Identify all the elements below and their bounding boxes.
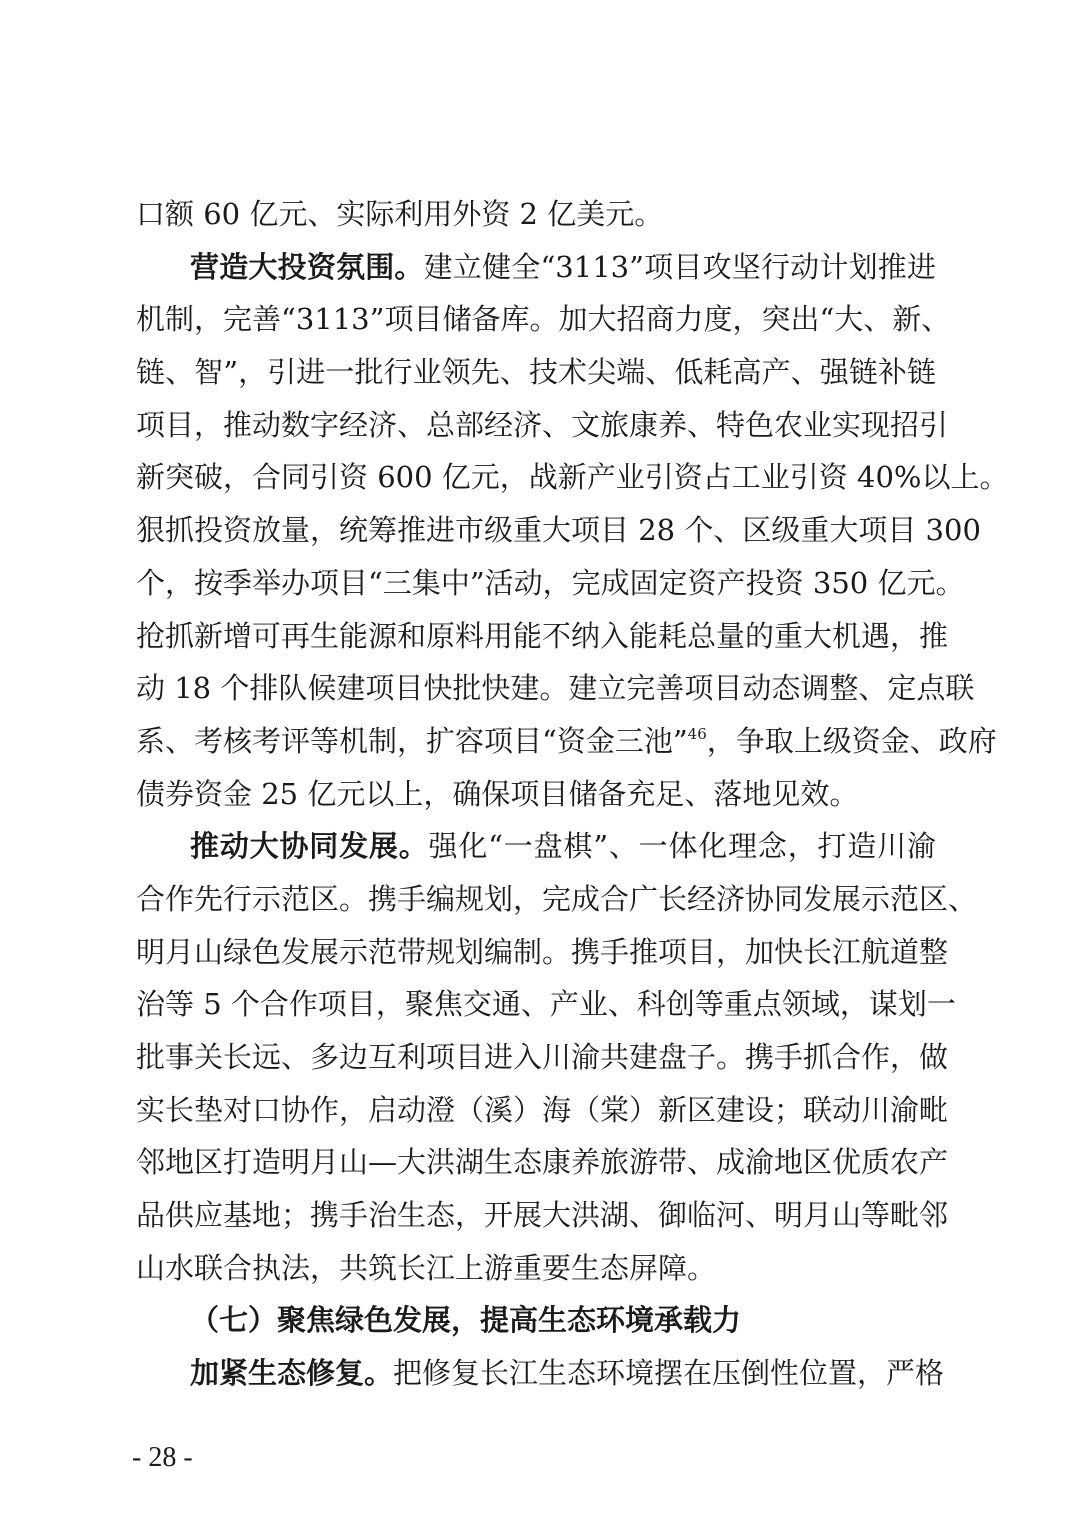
paragraph-line: 实长垫对口协作，启动澄（溪）海（棠）新区建设；联动川渝毗 xyxy=(136,1092,949,1127)
page-number: - 28 - xyxy=(132,1442,193,1473)
paragraph-line: 新突破，合同引资 600 亿元，战新产业引资占工业引资 40%以上。 xyxy=(136,460,1009,495)
paragraph-line: 口额 60 亿元、实际利用外资 2 亿美元。 xyxy=(136,197,664,231)
paragraph-line: 狠抓投资放量，统筹推进市级重大项目 28 个、区级重大项目 300 xyxy=(136,513,981,548)
paragraph-line: 系、考核考评等机制，扩容项目“资金三池”$^{46}$，争取上级资金、政府 xyxy=(136,723,997,758)
paragraph-line: 营造大投资氛围。建立健全“3113”项目攻坚行动计划推进 xyxy=(190,249,936,284)
paragraph-line: 抢抓新增可再生能源和原料用能不纳入能耗总量的重大机遇，推 xyxy=(136,618,949,653)
paragraph-line: 邻地区打造明月山—大洪湖生态康养旅游带、成渝地区优质农产 xyxy=(136,1145,949,1180)
paragraph-line: 加紧生态修复。把修复长江生态环境摆在压倒性位置，严格 xyxy=(190,1356,945,1391)
section-heading: （七）聚焦绿色发展，提高生态环境承载力 xyxy=(190,1303,742,1338)
paragraph-line: 链、智”，引进一批行业领先、技术尖端、低耗高产、强链补链 xyxy=(136,355,936,390)
paragraph-line: 治等 5 个合作项目，聚焦交通、产业、科创等重点领域，谋划一 xyxy=(136,987,956,1022)
paragraph-lead: 加紧生态修复。 xyxy=(190,1356,394,1391)
paragraph-line: 品供应基地；携手治生态，开展大洪湖、御临河、明月山等毗邻 xyxy=(136,1198,949,1233)
paragraph-line: 山水联合执法，共筑长江上游重要生态屏障。 xyxy=(136,1250,717,1285)
paragraph-line: 机制，完善“3113”项目储备库。加大招商力度，突出“大、新、 xyxy=(136,302,951,337)
paragraph-line: 债券资金 25 亿元以上，确保项目储备充足、落地见效。 xyxy=(136,776,859,811)
paragraph-lead: 营造大投资氛围。 xyxy=(190,249,424,284)
paragraph-line: 个，按季举办项目“三集中”活动，完成固定资产投资 350 亿元。 xyxy=(136,565,965,600)
paragraph-line: 动 18 个排队候建项目快批快建。建立完善项目动态调整、定点联 xyxy=(136,671,975,706)
paragraph-lead: 推动大协同发展。 xyxy=(190,829,429,864)
paragraph-line: 明月山绿色发展示范带规划编制。携手推项目，加快长江航道整 xyxy=(136,934,949,969)
footnote-marker[interactable]: 46 xyxy=(687,724,707,743)
paragraph-line: 项目，推动数字经济、总部经济、文旅康养、特色农业实现招引 xyxy=(136,407,949,442)
paragraph-line: 推动大协同发展。强化“一盘棋”、一体化理念，打造川渝 xyxy=(190,829,936,864)
paragraph-line: 批事关长远、多边互利项目进入川渝共建盘子。携手抓合作，做 xyxy=(136,1040,949,1074)
document-body xyxy=(136,188,1009,1400)
paragraph-line: 合作先行示范区。携手编规划，完成合广长经济协同发展示范区、 xyxy=(136,881,978,916)
